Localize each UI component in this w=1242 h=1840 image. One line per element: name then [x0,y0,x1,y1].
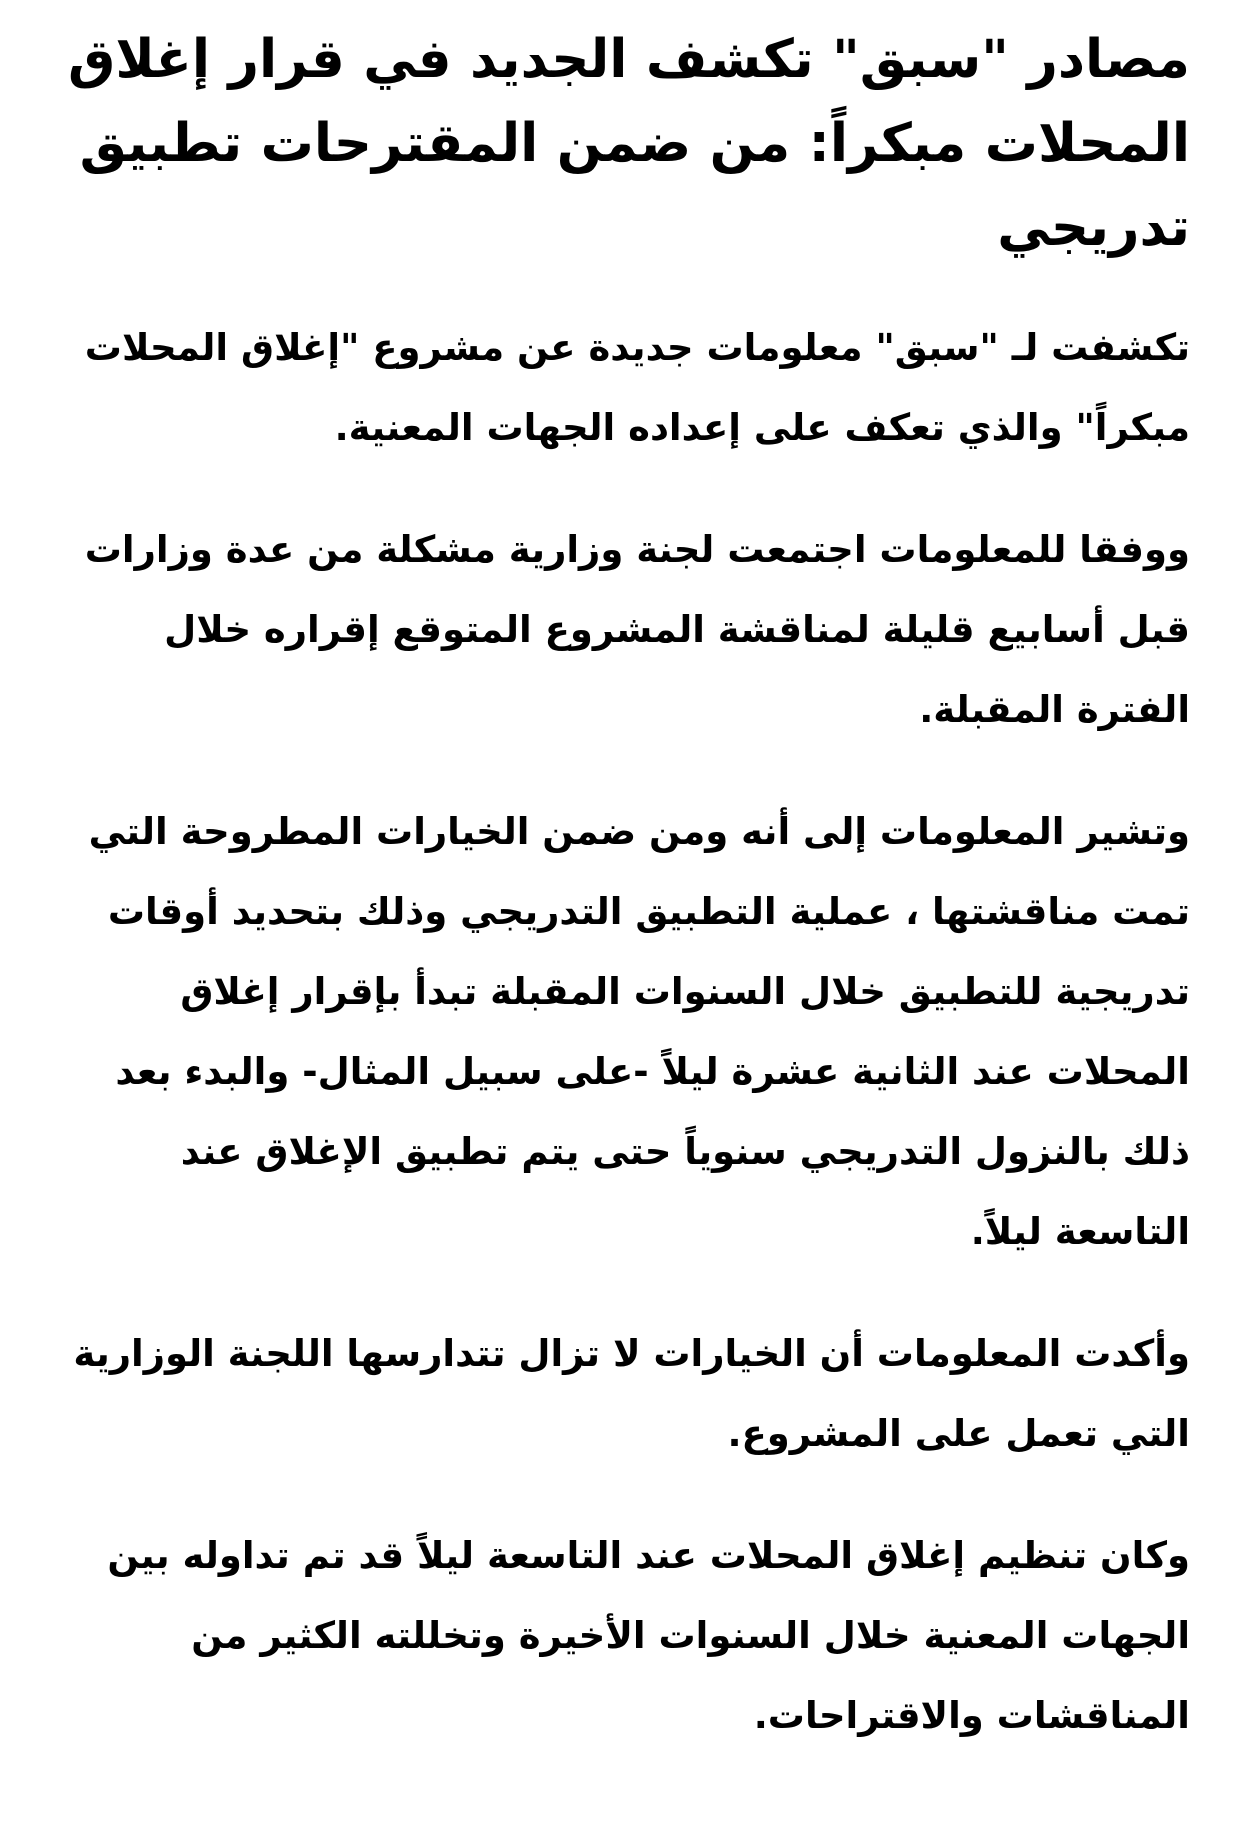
article [50,18,1190,1798]
article-paragraph-4: وأكدت المعلومات أن الخيارات لا تزال تتدارسها اللجنة الوزارية التي تعمل على المشروع. [73,1332,1190,1455]
article-paragraph-3: وتشير المعلومات إلى أنه ومن ضمن الخيارات المطروحة التي تمت مناقشتها ، عملية التطبيق التدريجي وذلك بتحديد أوقات تدريجية للتطبيق خلال السنوات المقبلة تبدأ بإقرار إغلاق المحلات عند الثانية عشرة ليلاً -على سبيل المثال- والبدء بعد ذلك بالنزول التدريجي سنوياً حتى يتم تطبيق الإغلاق عند التاسعة ليلاً. [88,810,1190,1253]
article-paragraph-1: تكشفت لـ "سبق" معلومات جديدة عن مشروع "إغلاق المحلات مبكراً" والذي تعكف على إعداده الجهات المعنية. [84,326,1190,449]
article-paragraph-2: ووفقا للمعلومات اجتمعت لجنة وزارية مشكلة من عدة وزارات قبل أسابيع قليلة لمناقشة المشروع المتوقع إقراره خلال الفترة المقبلة. [84,528,1190,731]
article-paragraph-5: وكان تنظيم إغلاق المحلات عند التاسعة ليلاً قد تم تداوله بين الجهات المعنية خلال السنوات الأخيرة وتخللته الكثير من المناقشات والاقتراحات. [107,1534,1190,1737]
article-title: مصادر "سبق" تكشف الجديد في قرار إغلاق المحلات مبكراً: من ضمن المقترحات تطبيق تدريجي [68,29,1190,258]
